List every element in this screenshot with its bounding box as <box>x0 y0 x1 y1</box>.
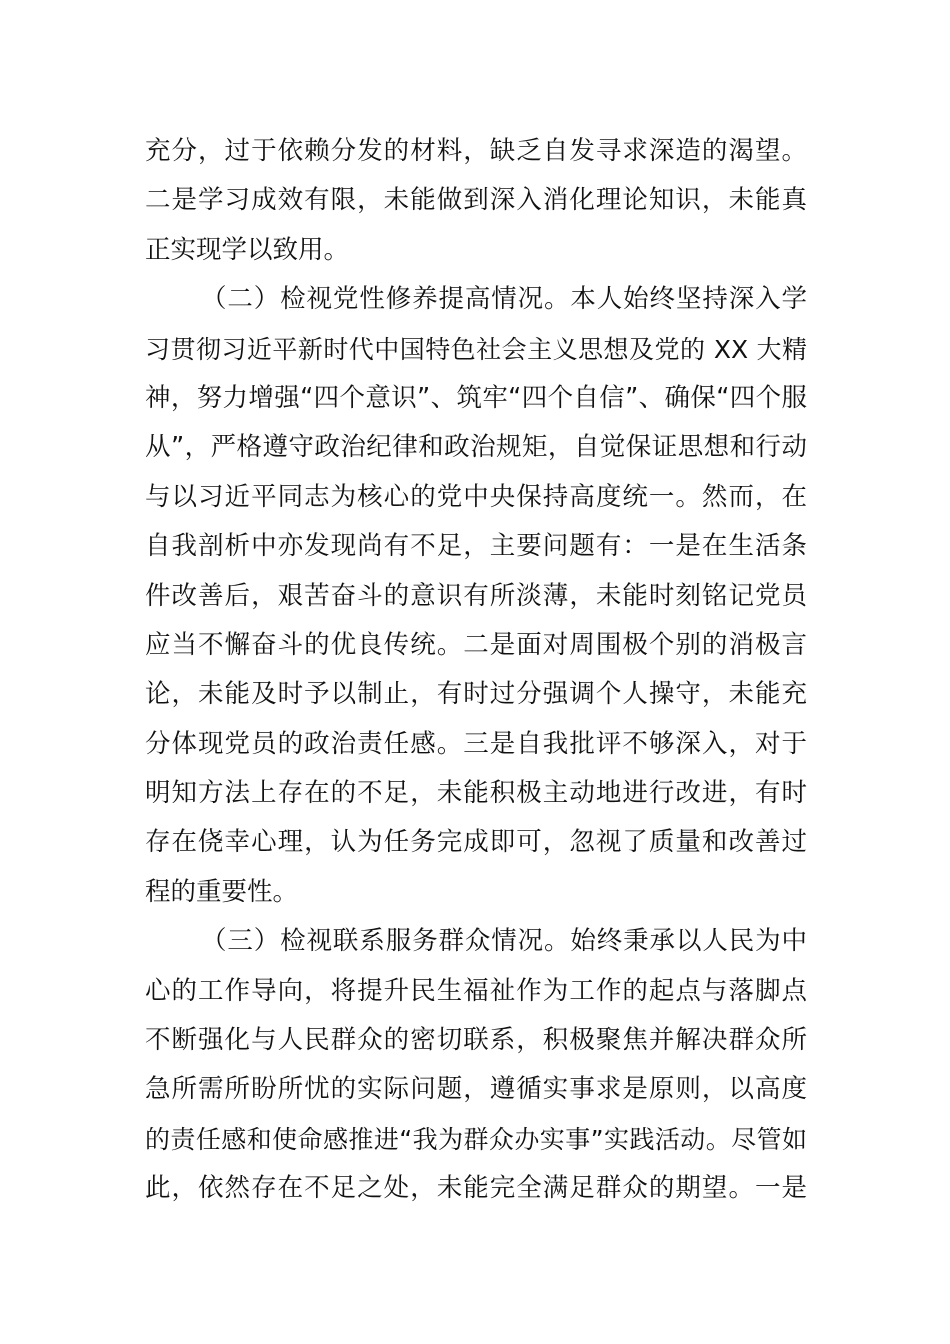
text-line: 急所需所盼所忧的实际问题，遵循实事求是原则，以高度 <box>145 1074 807 1105</box>
text-line: 此，依然存在不足之处，未能完全满足群众的期望。一是 <box>145 1173 807 1204</box>
text-line: 程的重要性。 <box>145 876 299 907</box>
text-line: 神，努力增强“四个意识”、筑牢“四个自信”、确保“四个服 <box>145 382 807 413</box>
section-heading-line: （二）检视党性修养提高情况。本人始终坚持深入学 <box>201 284 807 315</box>
text-line: 自我剖析中亦发现尚有不足，主要问题有：一是在生活条 <box>145 531 807 562</box>
text-line: 与以习近平同志为核心的党中央保持高度统一。然而，在 <box>145 481 807 512</box>
text-line: 从”，严格遵守政治纪律和政治规矩，自觉保证思想和行动 <box>145 432 807 463</box>
section-heading-line: （三）检视联系服务群众情况。始终秉承以人民为中 <box>201 926 807 957</box>
text-line: 充分，过于依赖分发的材料，缺乏自发寻求深造的渴望。 <box>145 136 807 166</box>
text-line: 件改善后，艰苦奋斗的意识有所淡薄，未能时刻铭记党员 <box>145 580 807 611</box>
text-line: 正实现学以致用。 <box>145 234 350 265</box>
text-line: 论，未能及时予以制止，有时过分强调个人操守，未能充 <box>145 679 807 710</box>
text-line: 应当不懈奋斗的优良传统。二是面对周围极个别的消极言 <box>145 629 807 660</box>
text-line: 明知方法上存在的不足，未能积极主动地进行改进，有时 <box>145 778 807 809</box>
text-line: 的责任感和使命感推进“我为群众办实事”实践活动。尽管如 <box>145 1124 807 1154</box>
text-line: 存在侥幸心理，认为任务完成即可，忽视了质量和改善过 <box>145 827 807 858</box>
body-text <box>145 127 807 1214</box>
text-line: 不断强化与人民群众的密切联系，积极聚焦并解决群众所 <box>145 1025 807 1056</box>
text-line: 分体现党员的政治责任感。三是自我批评不够深入，对于 <box>145 728 807 759</box>
text-line: 二是学习成效有限，未能做到深入消化理论知识，未能真 <box>145 185 807 216</box>
text-line: 习贯彻习近平新时代中国特色社会主义思想及党的 XX 大精 <box>145 334 807 364</box>
text-line: 心的工作导向，将提升民生福祉作为工作的起点与落脚点 <box>145 975 807 1006</box>
